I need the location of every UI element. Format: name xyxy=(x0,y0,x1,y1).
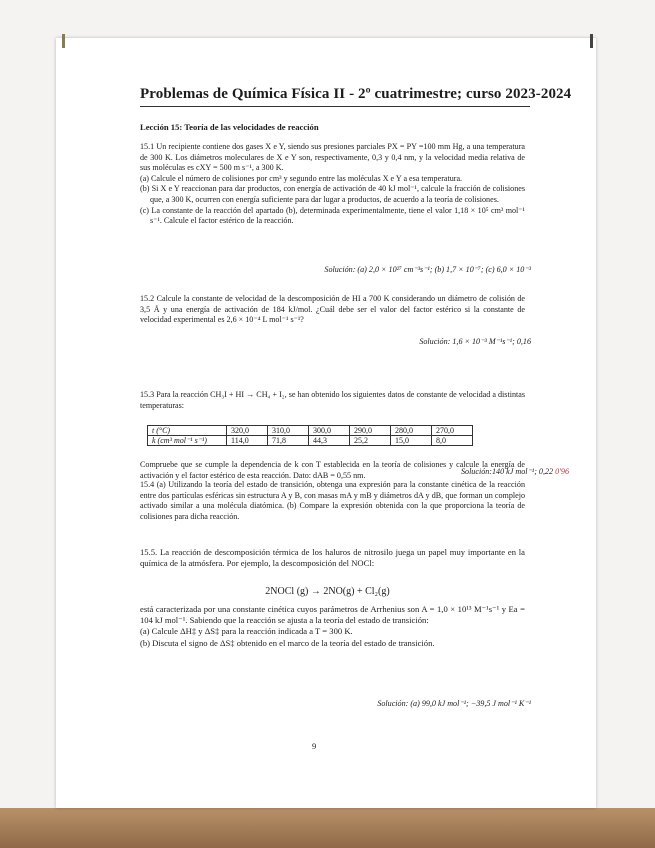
problem-15-5-body xyxy=(140,604,525,649)
table-cell: 320,0 xyxy=(227,426,268,436)
table-cell: 8,0 xyxy=(432,436,473,446)
table-row xyxy=(148,436,473,446)
table-cell: 71,8 xyxy=(268,436,309,446)
problem-15-5-intro: 15.5. La reacción de descomposición térmica de los haluros de nitrosilo juega un papel muy importante en la química de la atmósfera. Por ejemplo, la descomposición del NOCl: xyxy=(140,547,525,569)
page-number: 9 xyxy=(312,741,317,751)
table-cell: 290,0 xyxy=(350,426,391,436)
rate-constant-table xyxy=(147,425,473,446)
problem-15-3-solution: Solución:140 kJ mol⁻¹; 0,22 xyxy=(460,467,554,476)
problem-15-5-text: está caracterizada por una constante cinética cuyos parámetros de Arrhenius son A = 1,0 × 10¹³ M⁻¹s⁻¹ y Ea = 104 kJ mol⁻¹. Sabiendo que la reacción se ajusta a la teoría del estado de transición: xyxy=(140,604,525,626)
problem-15-3-intro: 15.3 Para la reacción CH₃I + HI → CH₄ + I₂, se han obtenido los siguientes datos de constante de velocidad a distintas temperaturas: xyxy=(140,390,525,410)
title-rule xyxy=(140,106,530,107)
table-cell: 280,0 xyxy=(391,426,432,436)
reaction-equation: 2NOCl (g) → 2NO(g) + Cl₂(g) xyxy=(265,586,390,597)
table-cell: 15,0 xyxy=(391,436,432,446)
table-cell: 44,3 xyxy=(309,436,350,446)
problem-15-1-solution: Solución: (a) 2,0 × 10²⁷ cm⁻³s⁻¹; (b) 1,7 × 10⁻⁷; (c) 6,0 × 10⁻³ xyxy=(324,265,531,274)
problem-15-1 xyxy=(140,142,525,227)
problem-15-2-text: 15.2 Calcule la constante de velocidad de la descomposición de HI a 700 K considerando un diámetro de colisión de 3,5 Å y una energía de activación de 184 kJ/mol. ¿Cuál debe ser el valor del factor estérico si la constante de velocidad experimental es 2,6 × 10⁻⁴ L mol⁻¹ s⁻¹? xyxy=(140,294,525,325)
handwritten-note: 0'96 xyxy=(555,467,569,476)
problem-15-5 xyxy=(140,547,525,569)
problem-15-4 xyxy=(140,480,525,522)
table-cell: 25,2 xyxy=(350,436,391,446)
binder-mark-left xyxy=(62,34,65,48)
problem-15-5-b: (b) Discuta el signo de ΔS‡ obtenido en el marco de la teoría del estado de transición. xyxy=(140,637,435,648)
problem-15-5-solution: Solución: (a) 99,0 kJ mol⁻¹; −39,5 J mol⁻¹ K⁻¹ xyxy=(377,699,531,708)
lesson-heading: Lección 15: Teoría de las velocidades de reacción xyxy=(140,122,319,132)
problem-15-1-b: (b) Si X e Y reaccionan para dar productos, con energía de activación de 40 kJ mol⁻¹, calcule la fracción de colisiones que, a 300 K, ocurren con energía suficiente para dar lugar a productos, de acuerdo a la teoría de colisiones. xyxy=(140,184,525,204)
table-row-label: k (cm³ mol⁻¹ s⁻¹) xyxy=(148,436,227,446)
problem-15-5-a: (a) Calcule ΔH‡ y ΔS‡ para la reacción indicada a T = 300 K. xyxy=(140,626,353,637)
problem-15-1-intro: 15.1 Un recipiente contiene dos gases X e Y, siendo sus presiones parciales PX = PY =100 mm Hg, a una temperatura de 300 K. Los diámetros moleculares de X e Y son, respectivamente, 0,3 y 0,4 nm, y la velocidad media relativa de sus moléculas es cXY = 500 m s⁻¹, a 300 K. xyxy=(140,142,525,173)
table-cell: 310,0 xyxy=(268,426,309,436)
table-cell: 300,0 xyxy=(309,426,350,436)
problem-15-4-text: 15.4 (a) Utilizando la teoría del estado de transición, obtenga una expresión para la constante cinética de la reacción entre dos partículas esféricas sin estructura A y B, con masas mA y mB y diámetros dA y dB, que forman un complejo activado similar a una molécula diatómica. (b) Compare la expresión obtenida con la que proporciona la teoría de colisiones para dicha reacción. xyxy=(140,480,525,521)
problem-15-1-a: (a) Calcule el número de colisiones por cm³ y segundo entre las moléculas X e Y a esa temperatura. xyxy=(140,173,463,183)
problem-15-2-solution: Solución: 1,6 × 10⁻³ M⁻¹s⁻¹; 0,16 xyxy=(419,337,531,346)
table-cell: 114,0 xyxy=(227,436,268,446)
problem-15-3 xyxy=(140,390,525,411)
binder-mark-right xyxy=(590,34,593,48)
problem-15-3-text: Compruebe que se cumple la dependencia de k con T establecida en la teoría de colisiones y calcule la energía de activación y el factor estérico de esta reacción. Dato: dAB = 0,55 nm. xyxy=(140,460,525,480)
problem-15-2 xyxy=(140,294,525,326)
page-title: Problemas de Química Física II - 2º cuatrimestre; curso 2023-2024 xyxy=(140,86,572,102)
table-row-label: t (°C) xyxy=(148,426,227,436)
table-cell: 270,0 xyxy=(432,426,473,436)
problem-15-3-solution-wrap xyxy=(461,466,569,476)
problem-15-1-c: (c) La constante de la reacción del apartado (b), determinada experimentalmente, tiene el valor 1,18 × 10⁵ cm³ mol⁻¹ s⁻¹. Calcule el factor estérico de la reacción. xyxy=(140,205,525,226)
table-row xyxy=(148,426,473,436)
desk-surface xyxy=(0,808,655,848)
